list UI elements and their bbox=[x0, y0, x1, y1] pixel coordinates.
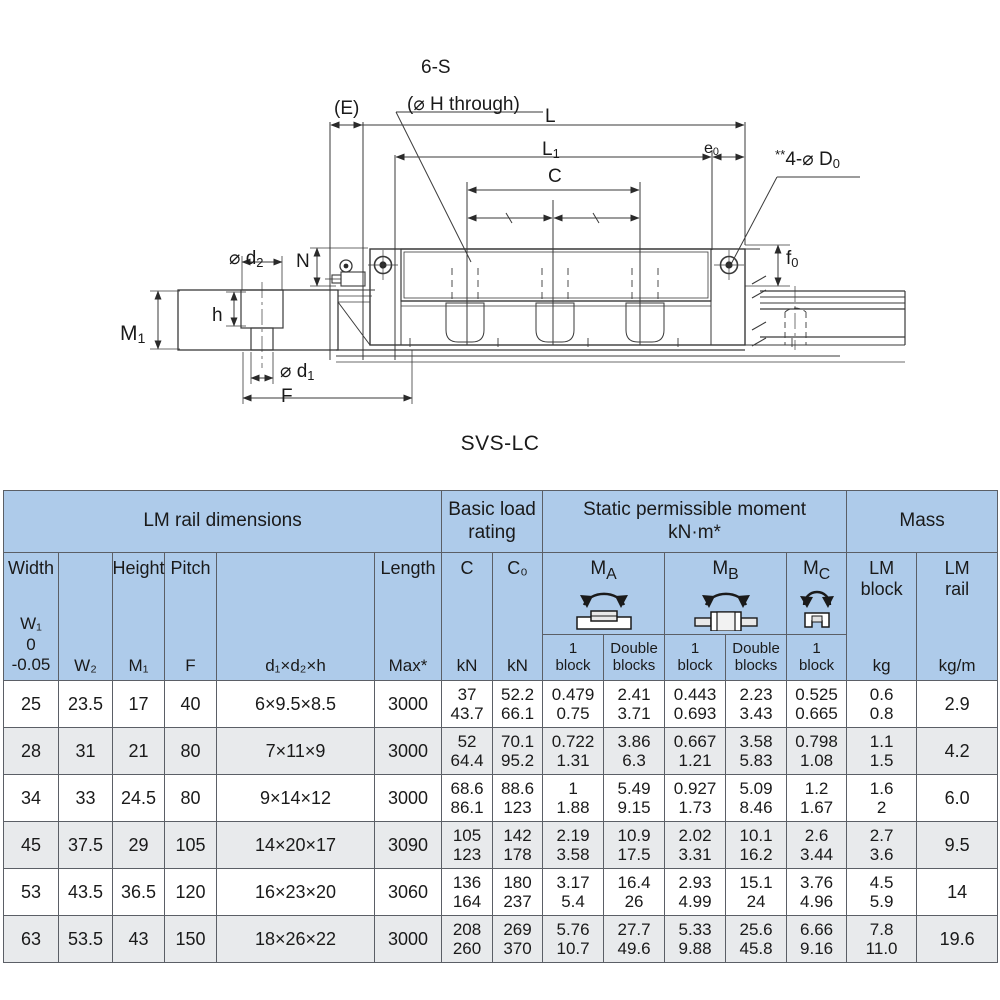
group-lm-rail-dimensions: LM rail dimensions bbox=[4, 491, 442, 553]
value-lower: 0.693 bbox=[673, 704, 717, 723]
mb2-line1: Double bbox=[732, 639, 780, 657]
mc-moment-icon bbox=[793, 587, 841, 631]
value-upper: 5.33 bbox=[678, 919, 712, 939]
label-tol-minus: -0.05 bbox=[11, 655, 51, 675]
value-upper: 88.6 bbox=[500, 778, 535, 798]
label-max: Max* bbox=[388, 656, 428, 676]
value-upper: 142 bbox=[503, 825, 532, 845]
value-lower: 5.83 bbox=[739, 751, 773, 770]
cell-w1: 28 bbox=[4, 728, 59, 775]
value-upper: 10.1 bbox=[739, 825, 773, 845]
col-header-m1 bbox=[113, 553, 165, 681]
cell-mblk bbox=[847, 822, 917, 869]
label-lm-block-2: block bbox=[860, 579, 903, 600]
cell-w2: 37.5 bbox=[59, 822, 113, 869]
cell-len: 3000 bbox=[375, 775, 442, 822]
cell-dxdxh: 18×26×22 bbox=[217, 916, 375, 963]
specifications-table bbox=[3, 490, 998, 963]
value-upper: 6.66 bbox=[800, 919, 834, 939]
value-upper: 10.9 bbox=[617, 825, 651, 845]
table-row bbox=[4, 869, 998, 916]
value-lower: 3.43 bbox=[739, 704, 773, 723]
cell-mrail: 14 bbox=[917, 869, 998, 916]
value-upper: 0.798 bbox=[795, 731, 838, 751]
value-upper: 5.09 bbox=[739, 778, 773, 798]
value-upper: 52.2 bbox=[500, 684, 535, 704]
cell-f: 150 bbox=[165, 916, 217, 963]
table-row bbox=[4, 681, 998, 728]
callout-dim-f0: $f_0$ bbox=[786, 248, 799, 270]
value-lower: 164 bbox=[452, 892, 482, 911]
cell-mc1 bbox=[787, 822, 847, 869]
label-w2: W₂ bbox=[74, 656, 97, 676]
header-symbol-row bbox=[4, 553, 998, 635]
value-lower: 26 bbox=[624, 892, 644, 911]
cell-ma2 bbox=[604, 869, 665, 916]
cell-ma1 bbox=[543, 728, 604, 775]
value-upper: 27.7 bbox=[617, 919, 651, 939]
cell-w2: 33 bbox=[59, 775, 113, 822]
value-upper: 105 bbox=[452, 825, 482, 845]
technical-drawing bbox=[0, 0, 1000, 490]
value-lower: 5.4 bbox=[561, 892, 585, 911]
mb1-line2: block bbox=[677, 656, 713, 674]
value-upper: 4.5 bbox=[869, 872, 894, 892]
cell-mblk bbox=[847, 775, 917, 822]
cell-w2: 23.5 bbox=[59, 681, 113, 728]
col-header-mc-1-block bbox=[787, 635, 847, 681]
group-moment-line1: Static permissible moment bbox=[583, 499, 806, 521]
value-lower: 24 bbox=[746, 892, 766, 911]
cell-mb1 bbox=[665, 822, 726, 869]
value-upper: 3.58 bbox=[739, 731, 773, 751]
value-upper: 208 bbox=[452, 919, 482, 939]
value-upper: 37 bbox=[457, 684, 477, 704]
label-kg: kg bbox=[872, 656, 891, 676]
callout-dim-d1: ⌀ $d_1$ bbox=[280, 361, 315, 383]
cell-ma1 bbox=[543, 681, 604, 728]
cell-w1: 63 bbox=[4, 916, 59, 963]
value-lower: 1.5 bbox=[869, 751, 894, 770]
cell-mblk bbox=[847, 916, 917, 963]
value-lower: 123 bbox=[452, 845, 482, 864]
label-tol-zero: 0 bbox=[26, 634, 36, 654]
cell-len: 3000 bbox=[375, 916, 442, 963]
value-upper: 1.2 bbox=[804, 778, 829, 798]
value-upper: 52 bbox=[457, 731, 477, 751]
value-upper: 16.4 bbox=[617, 872, 651, 892]
label-mc: $M_C$ bbox=[802, 558, 831, 583]
label-length: Length bbox=[380, 558, 436, 578]
cell-mblk bbox=[847, 869, 917, 916]
label-dxdxh: d₁×d₂×h bbox=[265, 656, 326, 676]
value-upper: 0.667 bbox=[673, 731, 717, 751]
mb2-line2: blocks bbox=[734, 656, 778, 674]
cell-m1: 29 bbox=[113, 822, 165, 869]
cell-c bbox=[442, 869, 493, 916]
cell-mrail: 2.9 bbox=[917, 681, 998, 728]
col-header-lm-rail bbox=[917, 553, 998, 681]
value-lower: 3.58 bbox=[556, 845, 590, 864]
value-lower: 9.16 bbox=[800, 939, 834, 958]
drawing-svg bbox=[0, 0, 1000, 490]
callout-dim-e: (E) bbox=[334, 98, 360, 119]
col-header-c bbox=[442, 553, 493, 681]
value-upper: 2.93 bbox=[678, 872, 712, 892]
callout-dim-n: N bbox=[296, 251, 310, 272]
group-basic-load-line1: Basic load bbox=[448, 499, 536, 521]
cell-len: 3000 bbox=[375, 681, 442, 728]
mb-moment-icon bbox=[687, 587, 765, 631]
label-f: F bbox=[185, 656, 196, 676]
value-upper: 7.8 bbox=[869, 919, 894, 939]
value-lower: 95.2 bbox=[500, 751, 535, 770]
value-upper: 5.76 bbox=[556, 919, 590, 939]
cell-w1: 34 bbox=[4, 775, 59, 822]
col-header-f bbox=[165, 553, 217, 681]
cell-ma2 bbox=[604, 681, 665, 728]
cell-ma1 bbox=[543, 775, 604, 822]
mc1-line2: block bbox=[799, 656, 835, 674]
cell-c0 bbox=[493, 728, 543, 775]
value-lower: 86.1 bbox=[450, 798, 484, 817]
label-m1: M₁ bbox=[128, 656, 149, 676]
cell-w2: 43.5 bbox=[59, 869, 113, 916]
value-lower: 123 bbox=[503, 798, 532, 817]
cell-mb2 bbox=[726, 681, 787, 728]
value-lower: 49.6 bbox=[617, 939, 651, 958]
label-c: C bbox=[460, 558, 474, 578]
callout-h-through: (⌀ H through) bbox=[407, 94, 520, 115]
cell-f: 120 bbox=[165, 869, 217, 916]
value-upper: 25.6 bbox=[739, 919, 773, 939]
cell-c bbox=[442, 681, 493, 728]
group-mass: Mass bbox=[847, 491, 998, 553]
value-lower: 11.0 bbox=[865, 939, 898, 958]
mc1-line1: 1 bbox=[812, 639, 821, 657]
value-lower: 260 bbox=[452, 939, 482, 958]
group-static-permissible-moment bbox=[543, 491, 847, 553]
value-upper: 2.6 bbox=[804, 825, 829, 845]
value-upper: 0.927 bbox=[673, 778, 717, 798]
cell-mblk bbox=[847, 681, 917, 728]
value-upper: 1 bbox=[568, 778, 578, 798]
group-basic-load-rating bbox=[442, 491, 543, 553]
col-header-w2 bbox=[59, 553, 113, 681]
value-lower: 16.2 bbox=[739, 845, 773, 864]
value-lower: 1.88 bbox=[556, 798, 590, 817]
cell-mb2 bbox=[726, 916, 787, 963]
callout-dim-f: F bbox=[281, 386, 293, 407]
cell-ma2 bbox=[604, 822, 665, 869]
label-c-unit: kN bbox=[456, 656, 478, 676]
cell-mrail: 4.2 bbox=[917, 728, 998, 775]
value-lower: 17.5 bbox=[617, 845, 651, 864]
cell-mrail: 6.0 bbox=[917, 775, 998, 822]
label-w1: W₁ bbox=[20, 613, 42, 633]
group-moment-line2: kN·m* bbox=[668, 521, 721, 543]
cell-m1: 17 bbox=[113, 681, 165, 728]
value-upper: 2.19 bbox=[556, 825, 590, 845]
value-upper: 68.6 bbox=[450, 778, 484, 798]
callout-4-d0: **4-⌀ $D_0$ bbox=[775, 147, 840, 171]
cell-mb1 bbox=[665, 775, 726, 822]
cell-mb2 bbox=[726, 822, 787, 869]
value-lower: 64.4 bbox=[450, 751, 484, 770]
col-header-ma-double-blocks bbox=[604, 635, 665, 681]
value-upper: 15.1 bbox=[739, 872, 773, 892]
cell-f: 80 bbox=[165, 775, 217, 822]
value-upper: 3.17 bbox=[556, 872, 590, 892]
value-upper: 2.23 bbox=[739, 684, 773, 704]
col-header-lm-block bbox=[847, 553, 917, 681]
col-header-length bbox=[375, 553, 442, 681]
label-width: Width bbox=[7, 558, 54, 578]
cell-mb1 bbox=[665, 869, 726, 916]
callout-dim-h: h bbox=[212, 305, 223, 326]
cell-m1: 43 bbox=[113, 916, 165, 963]
table-body bbox=[4, 681, 998, 963]
cell-mb1 bbox=[665, 681, 726, 728]
cell-mb2 bbox=[726, 869, 787, 916]
cell-mc1 bbox=[787, 869, 847, 916]
ma1-line1: 1 bbox=[568, 639, 578, 657]
cell-mb2 bbox=[726, 728, 787, 775]
callout-dim-m1: $M_1$ bbox=[120, 322, 146, 348]
value-lower: 9.15 bbox=[617, 798, 651, 817]
callout-dim-d2: ⌀ $d_2$ bbox=[229, 248, 264, 270]
value-lower: 0.75 bbox=[556, 704, 590, 723]
value-lower: 9.88 bbox=[678, 939, 712, 958]
cell-len: 3060 bbox=[375, 869, 442, 916]
col-header-ma-1-block bbox=[543, 635, 604, 681]
value-upper: 3.76 bbox=[800, 872, 834, 892]
value-upper: 1.1 bbox=[869, 731, 894, 751]
label-c0: C₀ bbox=[507, 558, 528, 578]
value-lower: 1.08 bbox=[800, 751, 834, 770]
cell-w2: 31 bbox=[59, 728, 113, 775]
value-lower: 66.1 bbox=[500, 704, 535, 723]
label-mb: $M_B$ bbox=[712, 558, 739, 583]
cell-dxdxh: 6×9.5×8.5 bbox=[217, 681, 375, 728]
value-lower: 6.3 bbox=[622, 751, 646, 770]
cell-len: 3090 bbox=[375, 822, 442, 869]
value-lower: 5.9 bbox=[869, 892, 894, 911]
value-lower: 1.73 bbox=[678, 798, 712, 817]
cell-mb1 bbox=[665, 916, 726, 963]
cell-mc1 bbox=[787, 728, 847, 775]
cell-w1: 45 bbox=[4, 822, 59, 869]
cell-c bbox=[442, 775, 493, 822]
value-upper: 2.02 bbox=[678, 825, 712, 845]
label-lm-block-1: LM bbox=[869, 558, 895, 578]
value-lower: 3.6 bbox=[869, 845, 894, 864]
value-lower: 178 bbox=[503, 845, 532, 864]
cell-c0 bbox=[493, 869, 543, 916]
cell-ma2 bbox=[604, 728, 665, 775]
table-header bbox=[4, 491, 998, 681]
label-lm-rail-1: LM bbox=[944, 558, 970, 578]
cell-c bbox=[442, 916, 493, 963]
col-header-c0 bbox=[493, 553, 543, 681]
cell-mrail: 9.5 bbox=[917, 822, 998, 869]
ma2-line2: blocks bbox=[612, 656, 656, 674]
value-lower: 1.21 bbox=[678, 751, 712, 770]
value-lower: 4.96 bbox=[800, 892, 834, 911]
cell-mb2 bbox=[726, 775, 787, 822]
value-upper: 0.443 bbox=[673, 684, 717, 704]
col-header-mb bbox=[665, 553, 787, 635]
callout-dim-l: L bbox=[545, 106, 556, 127]
ma-moment-icon bbox=[565, 587, 643, 631]
cell-c bbox=[442, 822, 493, 869]
group-basic-load-line2: rating bbox=[468, 521, 516, 543]
value-lower: 370 bbox=[503, 939, 532, 958]
value-upper: 2.7 bbox=[869, 825, 894, 845]
cell-m1: 24.5 bbox=[113, 775, 165, 822]
cell-f: 40 bbox=[165, 681, 217, 728]
cell-dxdxh: 14×20×17 bbox=[217, 822, 375, 869]
value-lower: 1.31 bbox=[556, 751, 590, 770]
cell-f: 80 bbox=[165, 728, 217, 775]
cell-mb1 bbox=[665, 728, 726, 775]
value-lower: 237 bbox=[503, 892, 532, 911]
value-lower: 45.8 bbox=[739, 939, 773, 958]
value-lower: 2 bbox=[876, 798, 887, 817]
callout-dim-e0: $e_0$ bbox=[704, 140, 719, 159]
cell-mblk bbox=[847, 728, 917, 775]
value-upper: 5.49 bbox=[617, 778, 651, 798]
cell-ma1 bbox=[543, 869, 604, 916]
cell-ma2 bbox=[604, 916, 665, 963]
label-ma: $M_A$ bbox=[590, 558, 617, 583]
callout-dim-c: C bbox=[548, 166, 562, 187]
cell-mc1 bbox=[787, 916, 847, 963]
value-upper: 136 bbox=[452, 872, 482, 892]
mb1-line1: 1 bbox=[690, 639, 700, 657]
value-upper: 0.722 bbox=[551, 731, 595, 751]
table-row bbox=[4, 728, 998, 775]
cell-c0 bbox=[493, 681, 543, 728]
value-upper: 0.6 bbox=[869, 684, 894, 704]
value-lower: 3.44 bbox=[800, 845, 834, 864]
callout-6-s: 6-S bbox=[421, 57, 451, 78]
value-lower: 0.8 bbox=[869, 704, 894, 723]
cell-dxdxh: 9×14×12 bbox=[217, 775, 375, 822]
value-lower: 8.46 bbox=[739, 798, 773, 817]
value-lower: 43.7 bbox=[450, 704, 484, 723]
value-upper: 0.479 bbox=[551, 684, 595, 704]
table-row bbox=[4, 822, 998, 869]
value-upper: 3.86 bbox=[617, 731, 651, 751]
value-upper: 70.1 bbox=[500, 731, 535, 751]
model-label: SVS-LC bbox=[460, 432, 540, 455]
cell-f: 105 bbox=[165, 822, 217, 869]
cell-ma1 bbox=[543, 916, 604, 963]
value-lower: 4.99 bbox=[678, 892, 712, 911]
cell-mc1 bbox=[787, 775, 847, 822]
value-upper: 1.6 bbox=[869, 778, 894, 798]
label-height: Height bbox=[112, 558, 165, 578]
value-upper: 2.41 bbox=[617, 684, 651, 704]
value-lower: 3.71 bbox=[617, 704, 651, 723]
cell-c bbox=[442, 728, 493, 775]
cell-dxdxh: 16×23×20 bbox=[217, 869, 375, 916]
ma2-line1: Double bbox=[610, 639, 658, 657]
cell-m1: 21 bbox=[113, 728, 165, 775]
cell-c0 bbox=[493, 822, 543, 869]
label-c0-unit: kN bbox=[507, 656, 528, 676]
table-row bbox=[4, 775, 998, 822]
header-group-row bbox=[4, 491, 998, 553]
col-header-dxdxh bbox=[217, 553, 375, 681]
cell-w1: 53 bbox=[4, 869, 59, 916]
value-upper: 0.525 bbox=[795, 684, 838, 704]
label-kgm: kg/m bbox=[938, 656, 976, 676]
value-upper: 269 bbox=[503, 919, 532, 939]
col-header-mb-1-block bbox=[665, 635, 726, 681]
table-row bbox=[4, 916, 998, 963]
value-upper: 180 bbox=[503, 872, 532, 892]
col-header-mb-double-blocks bbox=[726, 635, 787, 681]
cell-ma2 bbox=[604, 775, 665, 822]
cell-dxdxh: 7×11×9 bbox=[217, 728, 375, 775]
cell-ma1 bbox=[543, 822, 604, 869]
value-lower: 10.7 bbox=[556, 939, 590, 958]
cell-mc1 bbox=[787, 681, 847, 728]
cell-w1: 25 bbox=[4, 681, 59, 728]
col-header-ma bbox=[543, 553, 665, 635]
ma1-line2: block bbox=[555, 656, 591, 674]
cell-c0 bbox=[493, 775, 543, 822]
cell-len: 3000 bbox=[375, 728, 442, 775]
col-header-mc bbox=[787, 553, 847, 635]
col-header-w1 bbox=[4, 553, 59, 681]
cell-c0 bbox=[493, 916, 543, 963]
label-lm-rail-2: rail bbox=[945, 579, 970, 600]
value-lower: 1.67 bbox=[800, 798, 834, 817]
value-lower: 0.665 bbox=[795, 704, 838, 723]
callout-dim-l1: $L_1$ bbox=[542, 139, 560, 161]
value-lower: 3.31 bbox=[678, 845, 712, 864]
cell-mrail: 19.6 bbox=[917, 916, 998, 963]
label-pitch: Pitch bbox=[170, 558, 211, 578]
cell-w2: 53.5 bbox=[59, 916, 113, 963]
cell-m1: 36.5 bbox=[113, 869, 165, 916]
